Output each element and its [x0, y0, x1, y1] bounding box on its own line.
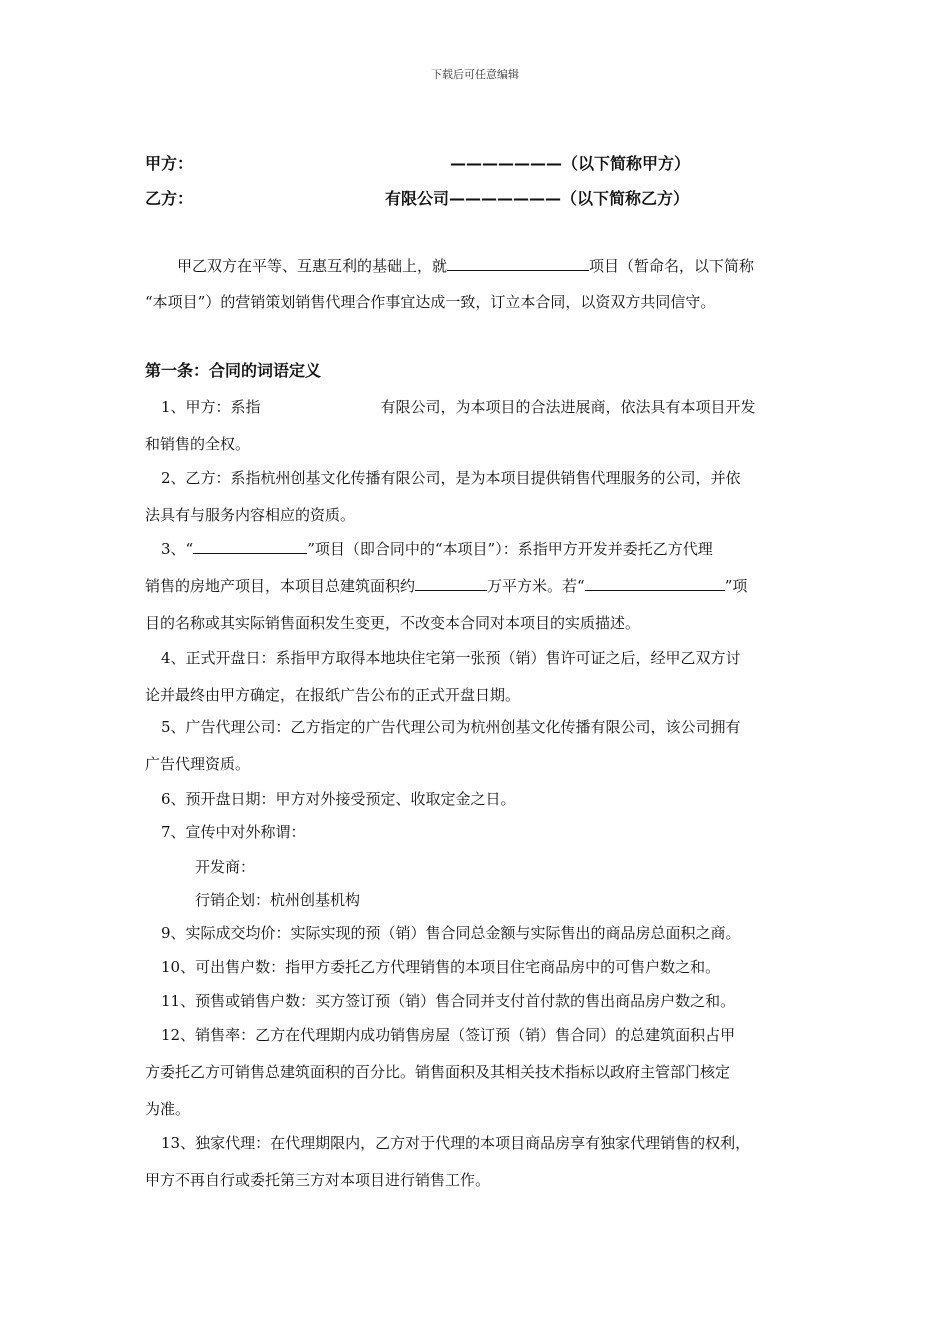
project-name-blank [447, 255, 589, 271]
item-2-line-2: 法具有与服务内容相应的资质。 [145, 506, 356, 524]
item-3-rename-blank [585, 575, 725, 591]
intro-text-2: 项目（暂命名，以下简称 [589, 257, 755, 275]
item-13-line-2: 甲方不再自行或委托第三方对本项目进行销售工作。 [145, 1171, 491, 1189]
party-b-company: 有限公司 [385, 189, 450, 208]
item-4-line-1: 4、正式开盘日：系指甲方取得本地块住宅第一张预（销）售许可证之后，经甲乙双方讨 [161, 649, 741, 667]
item-1-text-a: 1、甲方：系指 [161, 398, 261, 416]
item-4-line-2: 论并最终由甲方确定，在报纸广告公布的正式开盘日期。 [145, 686, 521, 704]
item-3-area-blank [415, 575, 487, 591]
item-5-line-1: 5、广告代理公司：乙方指定的广告代理公司为杭州创基文化传播有限公司，该公司拥有 [161, 718, 741, 736]
item-3-text-d: 万平方米。若“ [487, 577, 585, 595]
item-12-line-1: 12、销售率：乙方在代理期内成功销售房屋（签订预（销）售合同）的总建筑面积占甲 [161, 1026, 736, 1044]
party-a-suffix: （以下简称甲方） [562, 154, 691, 173]
item-1-text-b: 有限公司，为本项目的合法进展商，依法具有本项目开发 [380, 398, 756, 416]
item-13-line-1: 13、独家代理：在代理期限内，乙方对于代理的本项目商品房享有独家代理销售的权利， [161, 1134, 751, 1152]
party-b-label: 乙方： [145, 189, 194, 208]
party-b-suffix: （以下简称乙方） [561, 189, 690, 208]
item-1-line-2: 和销售的全权。 [145, 435, 251, 453]
intro-paragraph [145, 248, 810, 320]
intro-text-1: 甲乙双方在平等、互惠互利的基础上，就 [177, 257, 448, 275]
item-5-line-2: 广告代理资质。 [145, 755, 251, 773]
item-12-line-3: 为准。 [145, 1100, 191, 1118]
item-2-line-1: 2、乙方：系指杭州创基文化传播有限公司，是为本项目提供销售代理服务的公司，并依 [161, 469, 741, 487]
party-a-dashes: ——————— [450, 154, 562, 173]
item-9-line-1: 9、实际成交均价：实际实现的预（销）售合同总金额与实际售出的商品房总面积之商。 [161, 924, 741, 942]
intro-text-3: “本项目”）的营销策划销售代理合作事宜达成一致，订立本合同，以资双方共同信守。 [145, 293, 716, 311]
item-12-line-2: 方委托乙方可销售总建筑面积的百分比。销售面积及其相关技术指标以政府主管部门核定 [145, 1063, 731, 1081]
item-3-text-a: 3、“ [161, 540, 194, 558]
item-7-marketing: 行销企划：杭州创基机构 [195, 891, 361, 909]
header-note: 下载后可任意编辑 [431, 68, 519, 81]
item-3-text-e: ”项 [724, 577, 748, 595]
item-6-line-1: 6、预开盘日期：甲方对外接受预定、收取定金之日。 [161, 790, 516, 808]
party-a-label: 甲方： [145, 154, 194, 173]
item-3-text-c: 销售的房地产项目，本项目总建筑面积约 [145, 577, 416, 595]
party-b-dashes: ——————— [449, 189, 562, 208]
item-7-line-1: 7、宣传中对外称谓： [161, 823, 306, 841]
section-1-title: 第一条：合同的词语定义 [145, 361, 322, 380]
item-11-line-1: 11、预售或销售户数：买方签订预（销）售合同并支付首付款的售出商品房户数之和。 [161, 992, 736, 1010]
item-3-line-3: 目的名称或其实际销售面积发生变更，不改变本合同对本项目的实质描述。 [145, 614, 641, 632]
item-10-line-1: 10、可出售户数：指甲方委托乙方代理销售的本项目住宅商品房中的可售户数之和。 [161, 958, 721, 976]
item-3-project-blank [193, 538, 307, 554]
item-3-text-b: ”项目（即合同中的“本项目”）：系指甲方开发并委托乙方代理 [307, 540, 713, 558]
item-7-developer: 开发商： [195, 858, 256, 876]
